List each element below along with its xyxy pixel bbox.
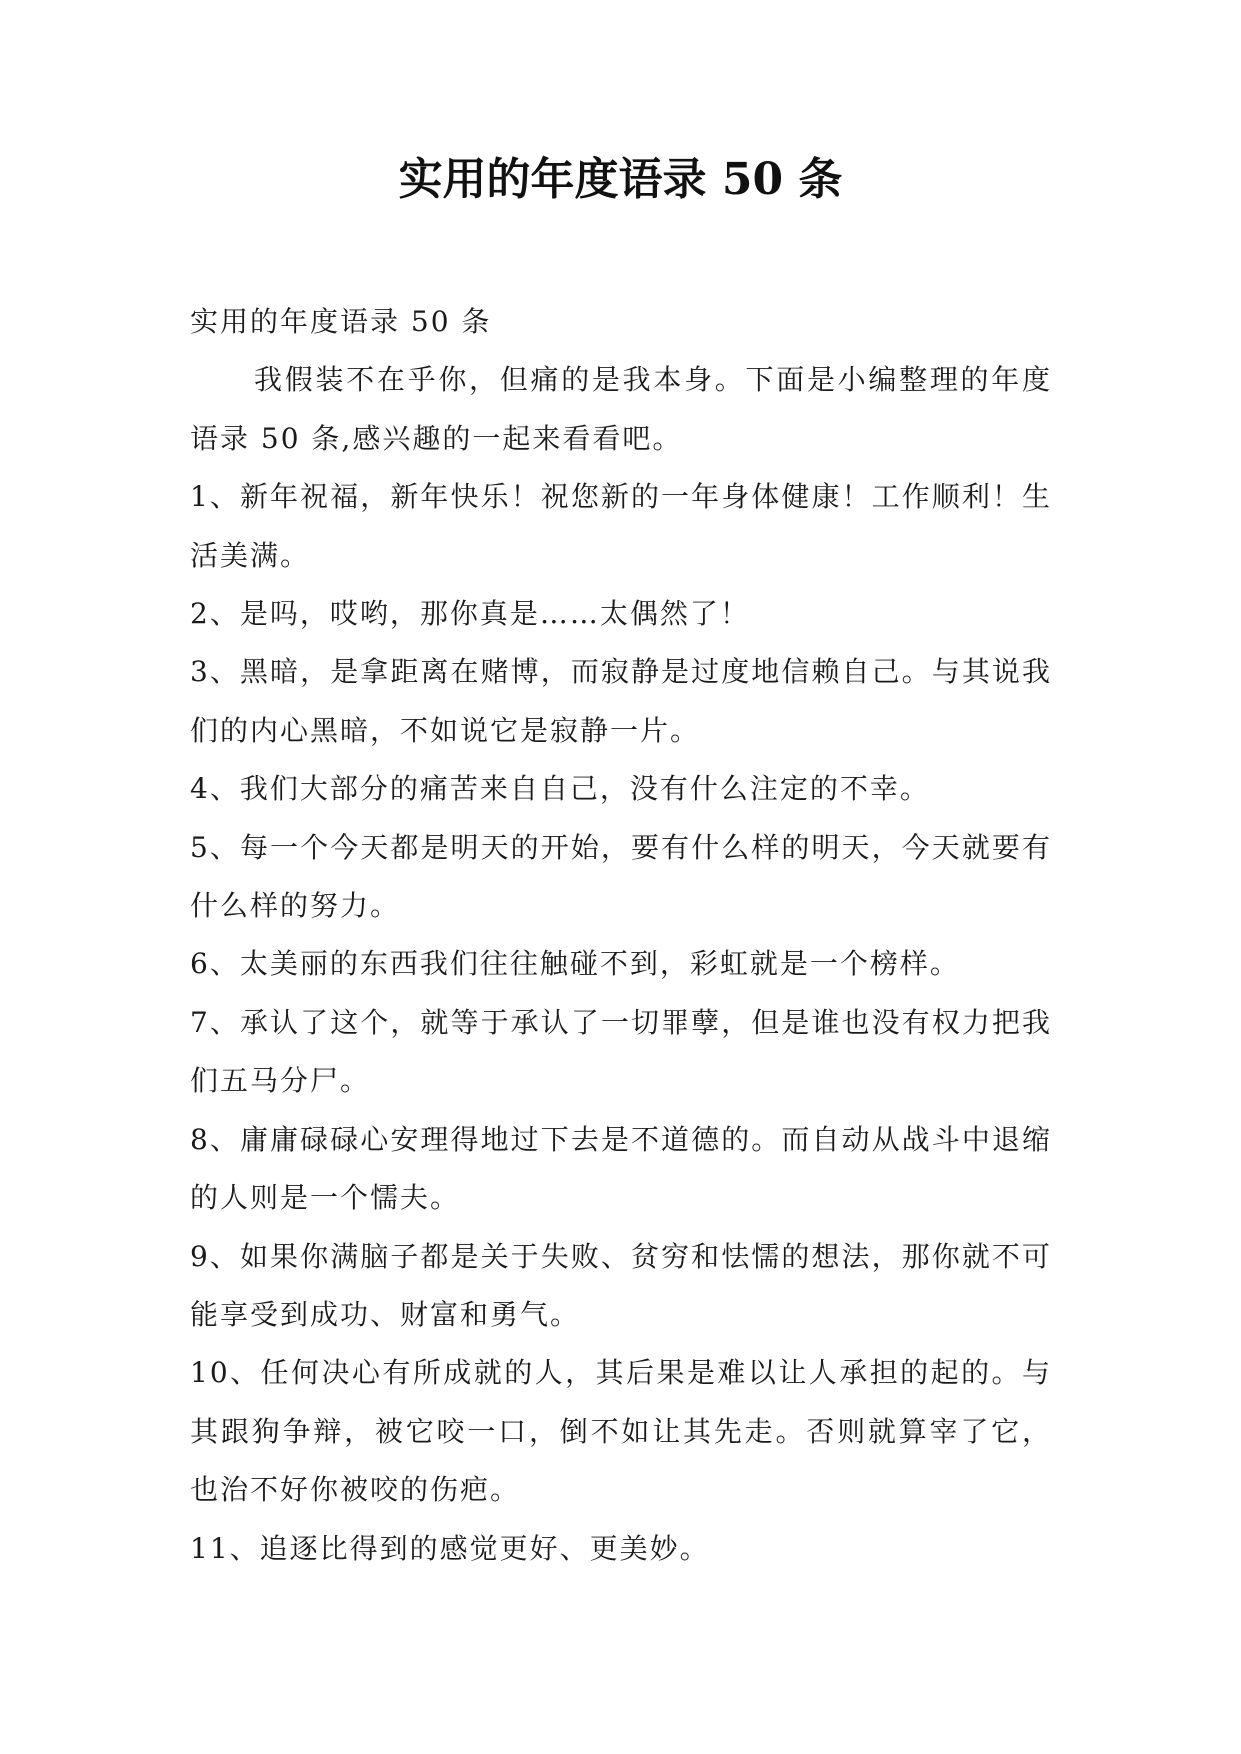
document-subtitle: 实用的年度语录 50 条 [190,305,492,338]
intro-paragraph: 我假装不在乎你，但痛的是我本身。下面是小编整理的年度语录 50 条,感兴趣的一起来看看吧。 [190,363,1052,455]
quote-item: 8、庸庸碌碌心安理得地过下去是不道德的。而自动从战斗中退缩的人则是一个懦夫。 [190,1122,1052,1215]
document-body [190,293,1052,1578]
quote-item: 10、任何决心有所成就的人，其后果是难以让人承担的起的。与其跟狗争辩，被它咬一口，倒不如让其先走。否则就算宰了它，也治不好你被咬的伤疤。 [190,1356,1052,1507]
quote-item: 3、黑暗，是拿距离在赌博，而寂静是过度地信赖自己。与其说我们的内心黑暗，不如说它是寂静一片。 [190,655,1052,747]
quote-item: 7、承认了这个，就等于承认了一切罪孽，但是谁也没有权力把我们五马分尸。 [190,1005,1052,1098]
quote-item: 2、是吗，哎哟，那你真是……太偶然了！ [190,597,750,631]
quote-item: 6、太美丽的东西我们往往触碰不到，彩虹就是一个榜样。 [190,947,960,981]
document-title: 实用的年度语录 50 条 [398,154,843,205]
quote-item: 4、我们大部分的痛苦来自自己，没有什么注定的不幸。 [190,772,930,806]
quote-item: 5、每一个今天都是明天的开始，要有什么样的明天，今天就要有什么样的努力。 [190,830,1052,923]
quote-item: 11、追逐比得到的感觉更好、更美妙。 [190,1531,710,1565]
quote-item: 1、新年祝福，新年快乐！祝您新的一年身体健康！工作顺利！生活美满。 [190,480,1052,572]
quote-item: 9、如果你满脑子都是关于失败、贫穷和怯懦的想法，那你就不可能享受到成功、财富和勇气。 [190,1239,1052,1331]
